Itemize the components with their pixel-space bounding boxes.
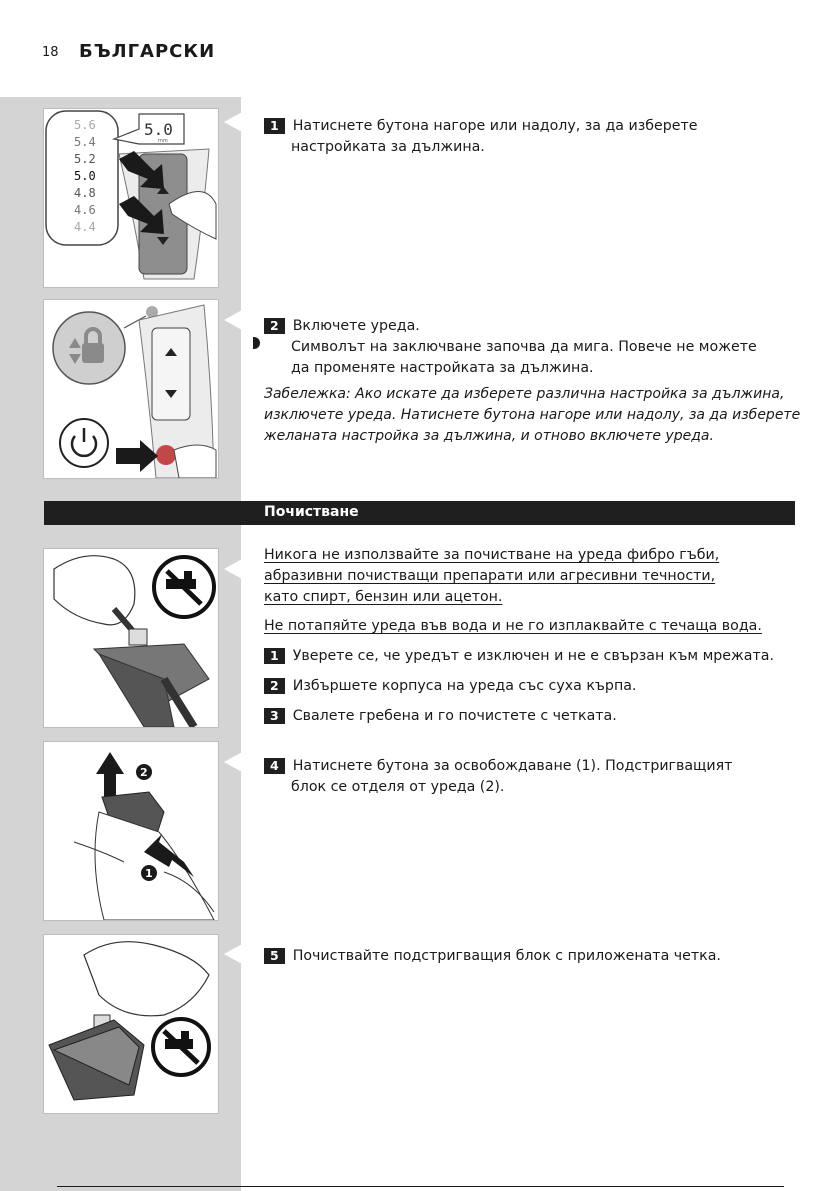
page-number: 18 [42,45,59,60]
display-value-0: 5.6 [74,118,96,132]
step-text-cont: настройката за дължина. [291,139,485,155]
step-text: Включете уреда. [292,318,420,334]
display-value-1: 5.4 [74,135,96,149]
cleaning-step-3 [264,706,804,727]
warning-line: като спирт, бензин или ацетон. [264,589,503,605]
display-value-4: 4.8 [74,186,96,200]
step-text: Почиствайте подстригващия блок с приложената четка. [292,948,721,964]
step-number: 2 [264,678,285,694]
note-line: Забележка: Ако искате да изберете различна настройка за дължина, [264,386,785,402]
step-text: Натиснете бутона нагоре или надолу, за да изберете [292,118,698,134]
figure-pointer [224,112,242,132]
step-number: 1 [264,648,285,664]
step-text: Уверете се, че уредът е изключен и не е свързан към мрежата. [292,648,774,664]
step-number: 5 [264,948,285,964]
display-value-2: 5.2 [74,152,96,166]
step-2-power [264,316,804,379]
step-text: Натиснете бутона за освобождаване (1). Подстригващият [292,758,733,774]
note-line: желаната настройка за дължина, и отново включете уреда. [264,428,714,444]
display-big-value: 5.0 [144,120,173,139]
step-number: 2 [264,318,285,334]
figure-pointer [224,752,242,772]
figure-pointer [224,310,242,330]
warning-line: Никога не използвайте за почистване на уреда фибро гъби, [264,547,720,563]
step-number: 1 [264,118,285,134]
warning-block [264,545,804,608]
note-block [264,384,824,447]
cleaning-step-2 [264,676,804,697]
step-number: 4 [264,758,285,774]
step-1-length [264,116,804,158]
step-number: 3 [264,708,285,724]
step-text-cont: блок се отделя от уреда (2). [291,779,505,795]
illustration-length-display [43,108,219,288]
blink-indicator-icon [253,337,260,349]
section-header-cleaning [44,501,795,525]
display-value-3: 5.0 [74,169,96,183]
figure-pointer [224,559,242,579]
cleaning-step-5 [264,946,804,967]
display-value-5: 4.6 [74,203,96,217]
cleaning-step-1 [264,646,804,667]
note-line: изключете уреда. Натиснете бутона нагоре или надолу, за да изберете [264,407,801,423]
warning-line: абразивни почистващи препарати или агресивни течности, [264,568,716,584]
section-title: Почистване [264,504,359,520]
step-text-cont: да променяте настройката за дължина. [291,360,594,376]
display-unit: mm [158,138,168,144]
illustration-comb-brush [43,548,219,728]
warning-water: Не потапяйте уреда във вода и не го изплаквайте с течаща вода. [264,618,762,634]
step-text: Избършете корпуса на уреда със суха кърпа. [292,678,637,694]
label-1: 1 [145,867,153,880]
step-text: Свалете гребена и го почистете с четката. [292,708,617,724]
illustration-release-blade [43,741,219,921]
display-value-6: 4.4 [74,220,96,234]
illustration-brush-blade [43,934,219,1114]
cleaning-step-4 [264,756,804,798]
page-language-title: БЪЛГАРСКИ [79,41,216,62]
illustration-power-lock [43,299,219,479]
label-2: 2 [140,766,148,779]
figure-pointer [224,944,242,964]
footer-rule [57,1186,784,1187]
step-text-cont: Символът на заключване започва да мига. Повече не можете [291,339,757,355]
